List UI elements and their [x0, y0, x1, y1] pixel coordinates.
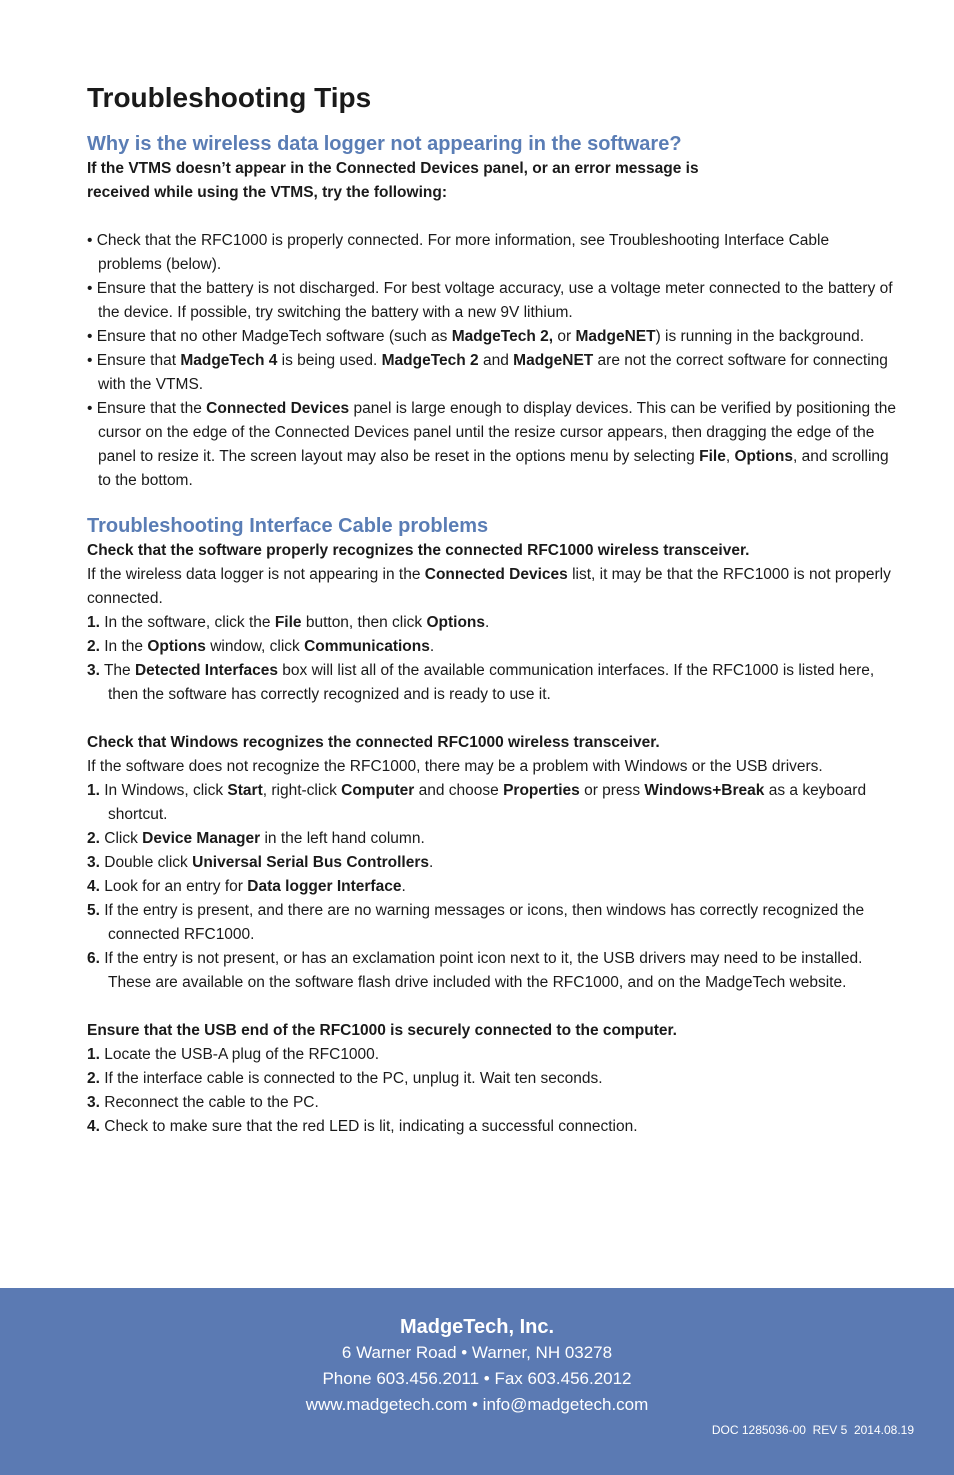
section-heading: Troubleshooting Interface Cable problems	[87, 515, 489, 537]
list-item: 1. Locate the USB-A plug of the RFC1000.	[87, 1046, 380, 1063]
list-item: 2. In the Options window, click Communications.	[87, 638, 435, 655]
list-item: • Ensure that no other MadgeTech software (such as MadgeTech 2, or MadgeNET) is running in the background.	[87, 328, 865, 345]
company-name: MadgeTech, Inc.	[399, 1316, 555, 1338]
section-interface-cable	[87, 513, 897, 1139]
block-lead: Check that Windows recognizes the connected RFC1000 wireless transceiver.	[87, 734, 660, 751]
steps-list	[87, 1043, 897, 1139]
list-item: 1. In the software, click the File button, then click Options.	[87, 614, 490, 631]
page-title: Troubleshooting Tips	[87, 82, 372, 113]
block-lead: Check that the software properly recognizes the connected RFC1000 wireless transceiver.	[87, 542, 750, 559]
block-paragraph: If the software does not recognize the RFC1000, there may be a problem with Windows or the USB drivers.	[87, 758, 823, 775]
section-intro: If the VTMS doesn’t appear in the Connected Devices panel, or an error message is received while using the VTMS, try the following:	[87, 160, 699, 201]
document-page	[87, 80, 897, 1139]
steps-list	[87, 779, 897, 995]
list-item: 6. If the entry is not present, or has an exclamation point icon next to it, the USB drivers may need to be installed. These are available on the software flash drive included with the RFC1000, and on the MadgeTech website.	[87, 950, 863, 991]
footer-banner	[0, 1288, 954, 1475]
block-lead: Ensure that the USB end of the RFC1000 is securely connected to the computer.	[87, 1022, 677, 1039]
list-item: 3. The Detected Interfaces box will list all of the available communication interfaces. If the RFC1000 is listed here, then the software has correctly recognized and is ready to use it.	[87, 662, 875, 703]
list-item: 2. Click Device Manager in the left hand column.	[87, 830, 425, 847]
checklist	[87, 229, 897, 493]
list-item: 3. Double click Universal Serial Bus Controllers.	[87, 854, 434, 871]
list-item: • Check that the RFC1000 is properly connected. For more information, see Troubleshooting Interface Cable problems (below).	[87, 232, 830, 273]
list-item: 2. If the interface cable is connected to the PC, unplug it. Wait ten seconds.	[87, 1070, 603, 1087]
section-wireless-logger	[87, 131, 897, 493]
section-heading: Why is the wireless data logger not appearing in the software?	[87, 133, 682, 155]
company-web: www.madgetech.com • info@madgetech.com	[305, 1395, 649, 1414]
list-item: • Ensure that MadgeTech 4 is being used. MadgeTech 2 and MadgeNET are not the correct software for connecting with the VTMS.	[87, 352, 888, 393]
steps-list	[87, 611, 897, 707]
list-item: • Ensure that the Connected Devices panel is large enough to display devices. This can be verified by positioning the cursor on the edge of the Connected Devices panel until the resize cursor appears, then dragging the edge of the panel to resize it. The screen layout may also be reset in the options menu by selecting File, Options, and scrolling to the bottom.	[87, 400, 897, 489]
list-item: 4. Check to make sure that the red LED is lit, indicating a successful connection.	[87, 1118, 638, 1135]
company-address: 6 Warner Road • Warner, NH 03278	[341, 1343, 613, 1362]
list-item: • Ensure that the battery is not discharged. For best voltage accuracy, use a voltage meter connected to the battery of the device. If possible, try switching the battery with a new 9V lithium.	[87, 280, 893, 321]
document-revision: DOC 1285036-00 REV 5 2014.08.19	[711, 1423, 914, 1437]
list-item: 3. Reconnect the cable to the PC.	[87, 1094, 319, 1111]
list-item: 5. If the entry is present, and there are no warning messages or icons, then windows has correctly recognized the connected RFC1000.	[87, 902, 865, 943]
company-phone: Phone 603.456.2011 • Fax 603.456.2012	[322, 1369, 632, 1388]
list-item: 1. In Windows, click Start, right-click Computer and choose Properties or press Windows+Break as a keyboard shortcut.	[87, 782, 867, 823]
list-item: 4. Look for an entry for Data logger Interface.	[87, 878, 406, 895]
block-paragraph: If the wireless data logger is not appearing in the Connected Devices list, it may be that the RFC1000 is not properly connected.	[87, 566, 891, 607]
